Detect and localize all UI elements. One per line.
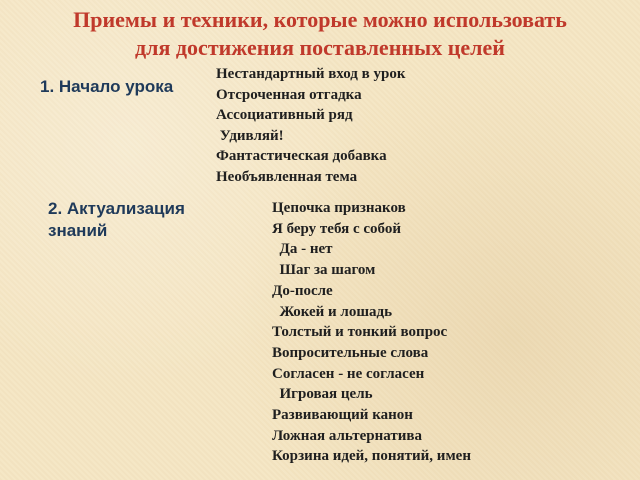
slide-title <box>0 6 640 62</box>
list-item: Согласен - не согласен <box>272 365 425 382</box>
list-item: Фантастическая добавка <box>216 148 387 164</box>
list-item: Толстый и тонкий вопрос <box>272 324 448 341</box>
list-item: Да - нет <box>272 241 333 258</box>
section-1-label: 1. Начало урока <box>40 77 174 96</box>
list-item: Игровая цель <box>272 386 373 403</box>
slide-title-line-1: Приемы и техники, которые можно использовать <box>73 7 567 32</box>
list-item: Ложная альтернатива <box>272 427 422 444</box>
list-item: Корзина идей, понятий, имен <box>272 448 471 465</box>
list-item: Цепочка признаков <box>272 200 406 216</box>
list-item: Вопросительные слова <box>272 344 429 361</box>
list-item: Жокей и лошадь <box>272 303 393 320</box>
list-item: Я беру тебя с собой <box>272 220 401 237</box>
section-1-techniques-list <box>216 64 405 187</box>
slide-title-line-2: для достижения поставленных целей <box>135 35 505 60</box>
list-item: Ассоциативный ряд <box>216 107 353 123</box>
list-item: До-после <box>272 282 333 299</box>
list-item: Отсроченная отгадка <box>216 86 362 103</box>
section-2-label <box>48 198 218 242</box>
list-item: Удивляй! <box>216 127 284 144</box>
list-item: Шаг за шагом <box>272 262 376 279</box>
section-2-label-line-2: знаний <box>48 221 108 240</box>
list-item: Развивающий канон <box>272 407 413 424</box>
list-item: Необъявленная тема <box>216 168 358 185</box>
list-item: Нестандартный вход в урок <box>216 66 406 82</box>
section-2-label-line-1: 2. Актуализация <box>48 199 185 218</box>
section-2-techniques-list <box>272 198 471 467</box>
